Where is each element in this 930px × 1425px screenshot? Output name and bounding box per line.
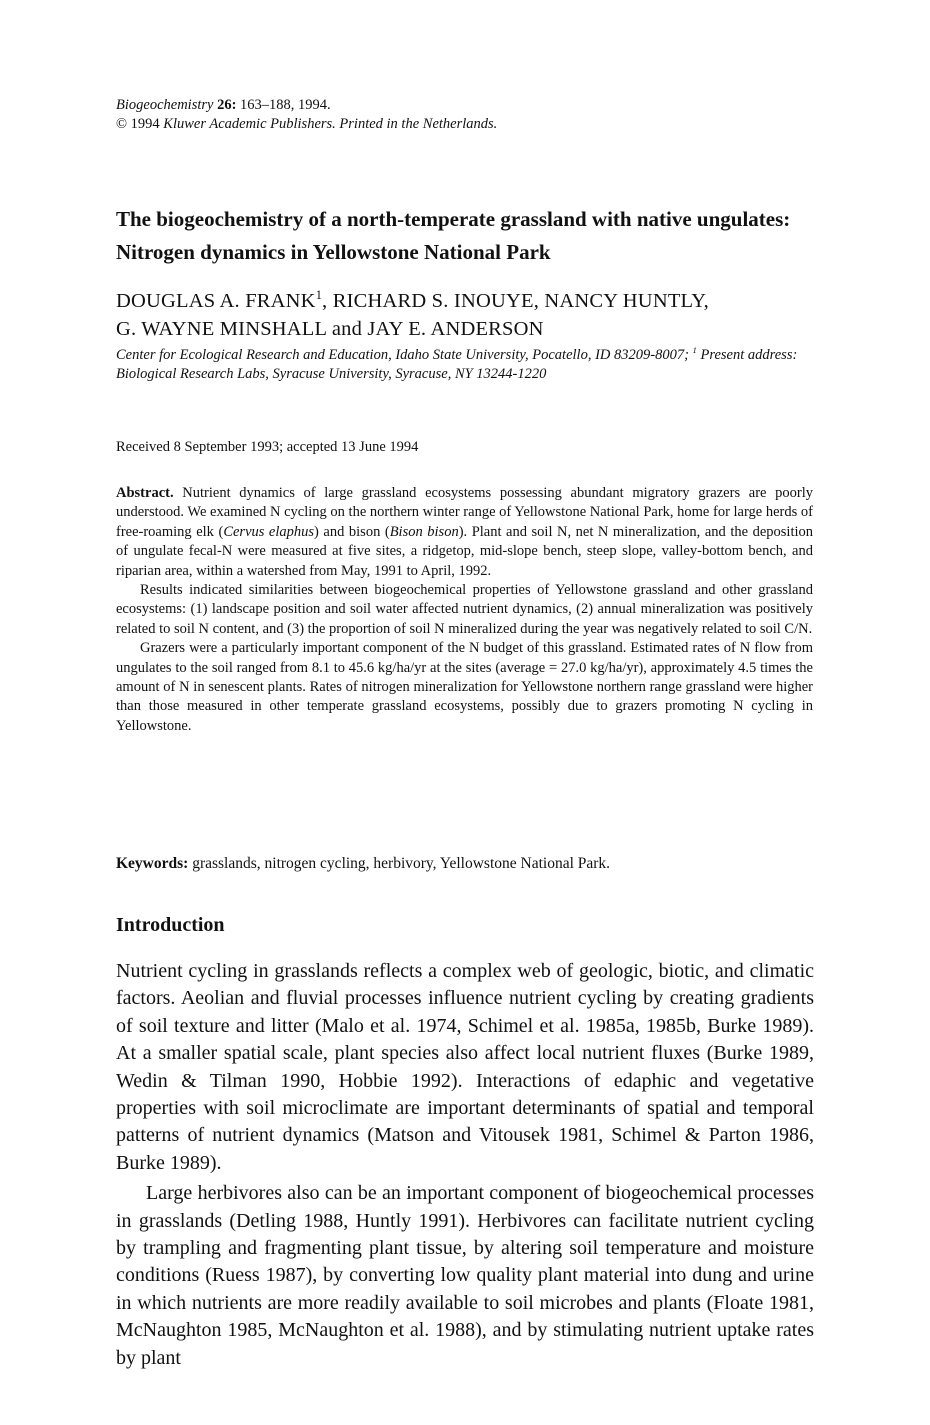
other-authors: , RICHARD S. INOUYE, NANCY HUNTLY,: [322, 290, 709, 312]
abstract-paragraph-2: Results indicated similarities between biogeochemical properties of Yellowstone grassland and other grassland ecosystems: (1) landscape position and soil water affected nutrient dynamics, (2) annual mineralization was positively related to soil N content, and (3) the proportion of soil N mineralized during the year was negatively related to soil C/N.: [116, 582, 813, 637]
keywords: [116, 854, 816, 874]
species-bison: Bison bison: [389, 523, 459, 540]
author-line-2: G. WAYNE MINSHALL and JAY E. ANDERSON: [116, 318, 544, 340]
affiliation: [116, 346, 816, 384]
copyright-year: 1994: [130, 116, 160, 132]
author-footnote-mark: 1: [315, 288, 323, 303]
journal-citation-line: [116, 96, 816, 115]
abstract: [116, 484, 813, 736]
paper-title: The biogeochemistry of a north-temperate grassland with native ungulates: Nitrogen dynamics in Yellowstone National Park: [116, 207, 791, 264]
abstract-text: ). Plant and soil N, net N mineralization, and the deposition of ungulate fecal-N were measured at five sites, a ridgetop, mid-slope bench, steep slope, valley-bottom bench, and riparian area, within a watershed from May, 1991 to April, 1992.: [116, 523, 813, 579]
affiliation-footnote-mark: 1: [692, 345, 697, 356]
author-list: [116, 287, 816, 343]
author-line-1: [116, 287, 816, 315]
abstract-text: Nutrient dynamics of large grassland ecosystems possessing abundant migratory grazers are poorly understood. We examined N cycling on the northern winter range of Yellowstone National Park, home for large herds of free-roaming elk (: [116, 485, 813, 540]
section-heading-introduction: Introduction: [116, 914, 225, 936]
keywords-text: grasslands, nitrogen cycling, herbivory, Yellowstone National Park.: [188, 855, 611, 872]
abstract-text: ) and bison (: [314, 523, 390, 540]
abstract-label: Abstract.: [116, 485, 174, 501]
journal-volume: 26:: [217, 97, 237, 113]
affiliation-text: Center for Ecological Research and Education, Idaho State University, Pocatello, ID 83209-8007;: [116, 347, 693, 363]
keywords-label: Keywords:: [116, 855, 189, 872]
copyright-symbol: ©: [116, 116, 128, 132]
abstract-paragraph-3: Grazers were a particularly important component of the N budget of this grassland. Estimated rates of N flow from ungulates to the soil ranged from 8.1 to 45.6 kg/ha/yr at the sites (average = 27.0 kg/ha/yr), approximately 4.5 times the amount of N in senescent plants. Rates of nitrogen mineralization for Yellowstone northern range grassland were higher than those measured in other temperate grassland ecosystems, possibly due to grazers promoting N cycling in Yellowstone.: [116, 640, 813, 734]
journal-citation: [116, 96, 816, 134]
present-address: Present address: Biological Research Labs, Syracuse University, Syracuse, NY 13244-1220: [116, 347, 798, 382]
abstract-paragraph-1: [116, 484, 813, 581]
intro-paragraph-2: Large herbivores also can be an important component of biogeochemical processes in grasslands (Detling 1988, Huntly 1991). Herbivores can facilitate nutrient cycling by trampling and fragmenting plant tissue, by altering soil temperature and moisture conditions (Ruess 1987), by converting low quality plant material into dung and urine in which nutrients are more readily available to soil microbes and plants (Floate 1981, McNaughton 1985, McNaughton et al. 1988), and by stimulating nutrient uptake rates by plant: [116, 1182, 814, 1369]
first-author: DOUGLAS A. FRANK: [116, 290, 316, 312]
received-dates: Received 8 September 1993; accepted 13 June 1994: [116, 439, 419, 455]
species-elk: Cervus elaphus: [223, 523, 315, 540]
introduction-body: [116, 958, 814, 1372]
journal-name: Biogeochemistry: [116, 97, 214, 113]
journal-pages-year: 163–188, 1994.: [240, 97, 331, 113]
intro-paragraph-1: Nutrient cycling in grasslands reflects a complex web of geologic, biotic, and climatic factors. Aeolian and fluvial processes influence nutrient cycling by creating gradients of soil texture and litter (Malo et al. 1974, Schimel et al. 1985a, 1985b, Burke 1989). At a smaller spatial scale, plant species also affect local nutrient fluxes (Burke 1989, Wedin & Tilman 1990, Hobbie 1992). Interactions of edaphic and vegetative properties with soil microclimate are important determinants of spatial and temporal patterns of nutrient dynamics (Matson and Vitousek 1981, Schimel & Parton 1986, Burke 1989).: [116, 960, 814, 1174]
publisher: Kluwer Academic Publishers. Printed in the Netherlands.: [163, 116, 498, 132]
copyright-line: [116, 115, 816, 134]
